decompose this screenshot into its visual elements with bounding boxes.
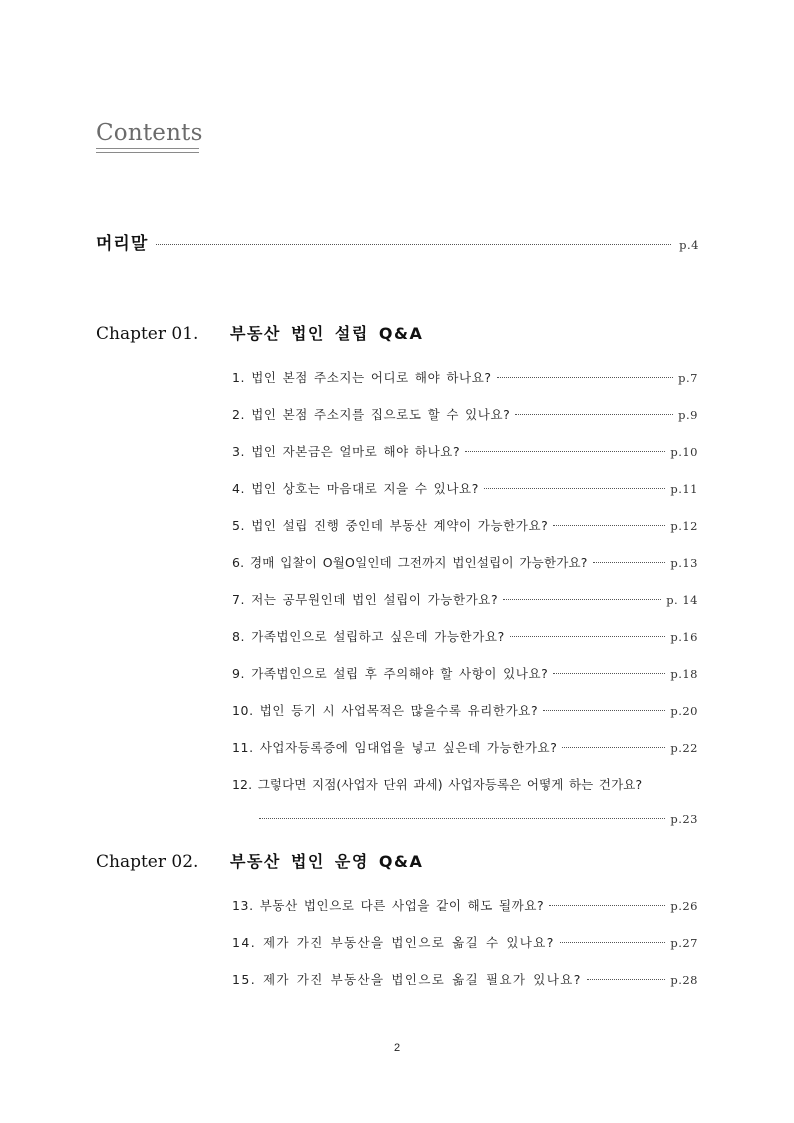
dot-leader [497, 377, 674, 378]
toc-entry[interactable] [232, 775, 698, 797]
toc-entry[interactable] [232, 933, 698, 955]
page-ref: p.11 [670, 482, 698, 496]
page-ref: p.18 [670, 667, 698, 681]
dot-leader [553, 525, 665, 526]
entry-label: 8. 가족법인으로 설립하고 싶은데 가능한가요? [232, 629, 505, 644]
dot-leader [553, 673, 665, 674]
page-ref: p.20 [670, 704, 698, 718]
dot-leader [593, 562, 666, 563]
page-ref: p.28 [670, 973, 698, 987]
chapter-heading-01[interactable] [96, 321, 423, 347]
entry-label: 12. 그렇다면 지점(사업자 단위 과세) 사업자등록은 어떻게 하는 건가요? [232, 777, 643, 792]
toc-entry[interactable] [232, 738, 698, 760]
page-ref: p.27 [670, 936, 698, 950]
entry-label: 14. 제가 가진 부동산을 법인으로 옮길 수 있나요? [232, 935, 555, 950]
page-ref: p.16 [670, 630, 698, 644]
page-ref: p.7 [678, 371, 698, 385]
page-ref: p.12 [670, 519, 698, 533]
entry-label: 4. 법인 상호는 마음대로 지을 수 있나요? [232, 481, 479, 496]
contents-heading: Contents [96, 120, 203, 146]
page-ref: p.26 [670, 899, 698, 913]
toc-entry[interactable] [232, 442, 698, 464]
toc-entry[interactable] [232, 479, 698, 501]
entry-label: 7. 저는 공무원인데 법인 설립이 가능한가요? [232, 592, 499, 607]
page-ref: p.22 [670, 741, 698, 755]
dot-leader [503, 599, 661, 600]
contents-double-underline [96, 148, 199, 153]
entry-label: 11. 사업자등록증에 임대업을 넣고 싶은데 가능한가요? [232, 740, 558, 755]
dot-leader [543, 710, 665, 711]
dot-leader [259, 818, 665, 819]
page-ref: p. 14 [666, 593, 698, 607]
toc-entry[interactable] [232, 627, 698, 649]
toc-entry[interactable] [232, 896, 698, 918]
entry-label: 6. 경매 입찰이 O월O일인데 그전까지 법인설립이 가능한가요? [232, 555, 588, 570]
entry-label: 9. 가족법인으로 설립 후 주의해야 할 사항이 있나요? [232, 666, 549, 681]
toc-entry[interactable] [232, 664, 698, 686]
dot-leader [465, 451, 665, 452]
toc-entry[interactable] [232, 516, 698, 538]
toc-entry[interactable] [232, 368, 698, 390]
entry-label: 2. 법인 본점 주소지를 집으로도 할 수 있나요? [232, 407, 511, 422]
chapter-heading-02[interactable] [96, 849, 423, 875]
toc-entry-preface[interactable] [96, 229, 699, 253]
dot-leader [587, 979, 666, 980]
dot-leader [549, 905, 665, 906]
page-ref: p.13 [670, 556, 698, 570]
page-ref: p.10 [670, 445, 698, 459]
page-ref: p.4 [679, 238, 699, 252]
entry-label: 1. 법인 본점 주소지는 어디로 해야 하나요? [232, 370, 492, 385]
toc-entry[interactable] [232, 553, 698, 575]
toc-entry[interactable] [232, 701, 698, 723]
dot-leader [484, 488, 665, 489]
entry-label: 5. 법인 설립 진행 중인데 부동산 계약이 가능한가요? [232, 518, 549, 533]
entry-label: 3. 법인 자본금은 얼마로 해야 하나요? [232, 444, 461, 459]
preface-label: 머리말 [96, 234, 149, 254]
entry-label: 10. 법인 등기 시 사업목적은 많을수록 유리한가요? [232, 703, 539, 718]
toc-entry[interactable] [232, 970, 698, 992]
dot-leader [510, 636, 666, 637]
chapter-number: Chapter 02. [96, 852, 199, 872]
dot-leader [515, 414, 673, 415]
chapter-title: 부동산 법인 설립 Q&A [230, 324, 424, 343]
toc-entry[interactable] [232, 405, 698, 427]
toc-entry-continuation[interactable] [259, 812, 698, 834]
dot-leader [562, 747, 665, 748]
chapter-title: 부동산 법인 운영 Q&A [230, 852, 424, 871]
entry-label: 15. 제가 가진 부동산을 법인으로 옮길 필요가 있나요? [232, 972, 582, 987]
chapter-number: Chapter 01. [96, 324, 199, 344]
toc-entry[interactable] [232, 590, 698, 612]
page-ref: p.23 [670, 812, 698, 826]
dot-leader [156, 244, 671, 245]
dot-leader [560, 942, 666, 943]
entry-label: 13. 부동산 법인으로 다른 사업을 같이 해도 될까요? [232, 898, 545, 913]
page-ref: p.9 [678, 408, 698, 422]
page-number: 2 [393, 1042, 401, 1054]
